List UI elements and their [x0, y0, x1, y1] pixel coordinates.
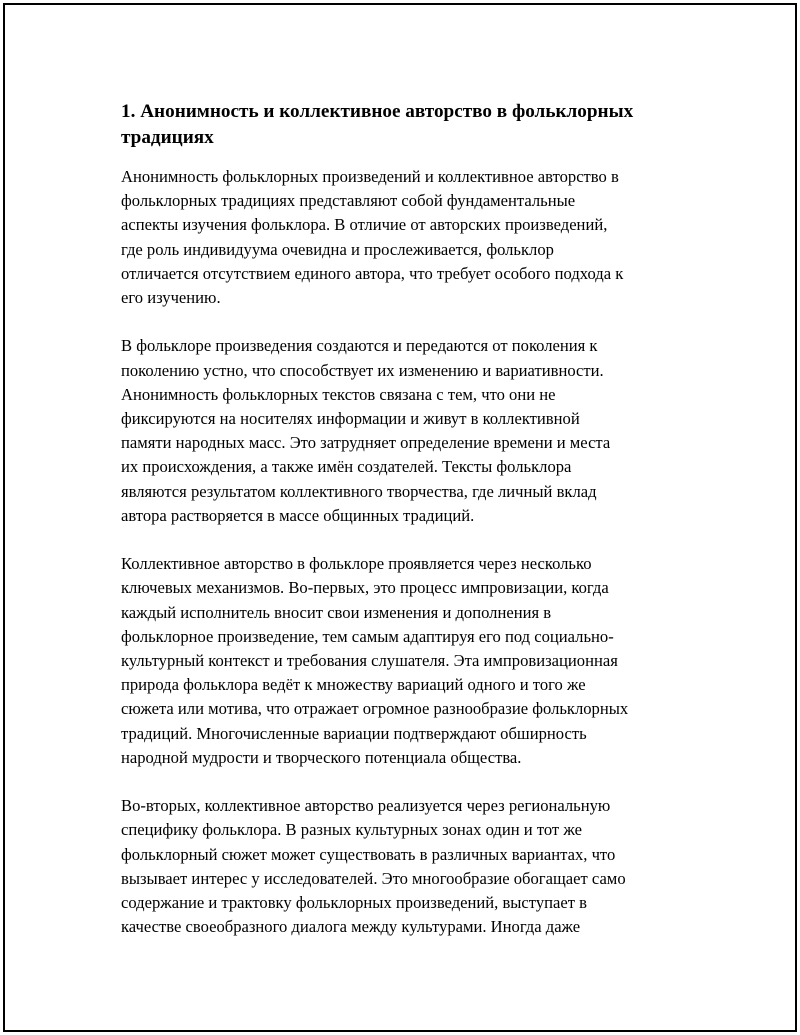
paragraph-line: фольклорных традициях представляют собой фундаментальные: [121, 191, 576, 211]
paragraph-line: памяти народных масс. Это затрудняет определение времени и места: [121, 433, 611, 453]
paragraph-line: В фольклоре произведения создаются и передаются от поколения к: [121, 336, 598, 356]
paragraph-3: [121, 552, 691, 770]
paragraph-line: фольклорное произведение, тем самым адаптируя его под социально-: [121, 626, 614, 646]
heading-line: 1. Анонимность и коллективное авторство в фольклорных: [121, 101, 634, 122]
paragraph-line: Анонимность фольклорных текстов связана с тем, что они не: [121, 384, 556, 404]
paragraph-line: народной мудрости и творческого потенциала общества.: [121, 747, 522, 767]
paragraph-line: поколению устно, что способствует их изменению и вариативности.: [121, 360, 604, 380]
paragraph-line: его изучению.: [121, 288, 221, 308]
section-heading: [121, 99, 691, 151]
page-frame: [3, 3, 797, 1032]
paragraph-line: традиций. Многочисленные вариации подтверждают обширность: [121, 723, 587, 743]
paragraph-line: автора растворяется в массе общинных традиций.: [121, 505, 475, 525]
document-body: [121, 99, 691, 964]
paragraph-2: [121, 334, 691, 528]
paragraph-line: отличается отсутствием единого автора, что требует особого подхода к: [121, 263, 624, 283]
paragraph-line: фиксируются на носителях информации и живут в коллективной: [121, 409, 580, 429]
paragraph-line: их происхождения, а также имён создателей. Тексты фольклора: [121, 457, 572, 477]
heading-line: традициях: [121, 127, 214, 148]
paragraph-1: [121, 165, 691, 310]
paragraph-line: сюжета или мотива, что отражает огромное разнообразие фольклорных: [121, 699, 629, 719]
paragraph-line: где роль индивидуума очевидна и прослеживается, фольклор: [121, 239, 554, 259]
paragraph-line: природа фольклора ведёт к множеству вариаций одного и того же: [121, 675, 586, 695]
paragraph-line: Коллективное авторство в фольклоре проявляется через несколько: [121, 554, 592, 574]
paragraph-line: фольклорный сюжет может существовать в различных вариантах, что: [121, 844, 616, 864]
paragraph-line: вызывает интерес у исследователей. Это многообразие обогащает само: [121, 868, 626, 888]
paragraph-4: [121, 794, 691, 939]
paragraph-line: каждый исполнитель вносит свои изменения и дополнения в: [121, 602, 552, 622]
paragraph-line: культурный контекст и требования слушателя. Эта импровизационная: [121, 651, 618, 671]
paragraph-line: являются результатом коллективного творчества, где личный вклад: [121, 481, 597, 501]
paragraph-line: содержание и трактовку фольклорных произведений, выступает в: [121, 893, 587, 913]
paragraph-line: Анонимность фольклорных произведений и коллективное авторство в: [121, 167, 619, 186]
paragraph-line: Во-вторых, коллективное авторство реализуется через региональную: [121, 796, 611, 816]
paragraph-line: ключевых механизмов. Во-первых, это процесс импровизации, когда: [121, 578, 609, 598]
paragraph-line: качестве своеобразного диалога между культурами. Иногда даже: [121, 917, 581, 937]
paragraph-line: аспекты изучения фольклора. В отличие от авторских произведений,: [121, 215, 608, 235]
paragraph-line: специфику фольклора. В разных культурных зонах один и тот же: [121, 820, 582, 840]
